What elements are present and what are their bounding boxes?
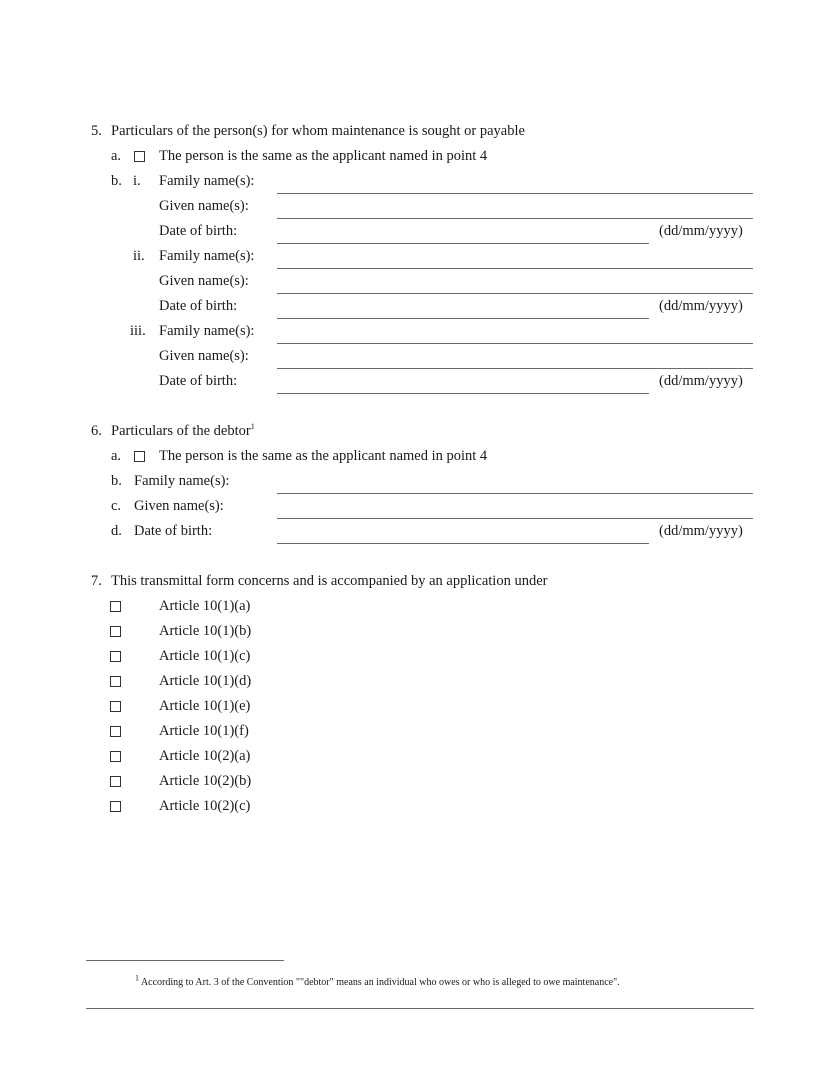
article-option-checkbox[interactable] bbox=[110, 651, 121, 662]
debtor-family-label: Family name(s): bbox=[134, 473, 230, 489]
article-option-checkbox[interactable] bbox=[110, 626, 121, 637]
article-option-checkbox[interactable] bbox=[110, 601, 121, 612]
same-as-applicant-checkbox-6[interactable] bbox=[134, 451, 145, 462]
person-3-dob-label: Date of birth: bbox=[159, 373, 238, 389]
person-3-given-field[interactable] bbox=[277, 368, 753, 369]
person-3-dob-field[interactable] bbox=[277, 393, 649, 394]
person-1-dob-label: Date of birth: bbox=[159, 223, 238, 239]
same-as-applicant-checkbox-5[interactable] bbox=[134, 151, 145, 162]
article-option-checkbox[interactable] bbox=[110, 726, 121, 737]
page-footer-rule bbox=[86, 1008, 754, 1009]
person-1-dob-field[interactable] bbox=[277, 243, 649, 244]
article-option-checkbox[interactable] bbox=[110, 801, 121, 812]
section-5a-marker: a. bbox=[111, 148, 122, 164]
footnote-text: According to Art. 3 of the Convention ""debtor" means an individual who owes or who is alleged to owe maintenance". bbox=[140, 977, 620, 988]
section-5b-marker: b. bbox=[111, 173, 122, 189]
article-option-label: Article 10(1)(f) bbox=[159, 723, 249, 739]
person-1-family-label: Family name(s): bbox=[159, 173, 255, 189]
section-6-title bbox=[111, 422, 255, 440]
section-6b-marker: b. bbox=[111, 473, 122, 489]
person-2-dob-format: (dd/mm/yyyy) bbox=[659, 298, 743, 314]
article-option-label: Article 10(1)(a) bbox=[159, 598, 251, 614]
article-option-label: Article 10(2)(a) bbox=[159, 748, 251, 764]
person-1-given-field[interactable] bbox=[277, 218, 753, 219]
person-2-family-field[interactable] bbox=[277, 268, 753, 269]
footnote-number: 1 bbox=[135, 973, 139, 983]
person-1-family-field[interactable] bbox=[277, 193, 753, 194]
article-option-checkbox[interactable] bbox=[110, 676, 121, 687]
footnote-ref[interactable]: 1 bbox=[250, 422, 255, 432]
section-6a-marker: a. bbox=[111, 448, 122, 464]
section-6d-marker: d. bbox=[111, 523, 122, 539]
person-1-marker: i. bbox=[133, 173, 141, 189]
debtor-dob-label: Date of birth: bbox=[134, 523, 213, 539]
footnote bbox=[135, 974, 620, 992]
person-2-dob-field[interactable] bbox=[277, 318, 649, 319]
debtor-family-field[interactable] bbox=[277, 493, 753, 494]
person-3-marker: iii. bbox=[130, 323, 146, 339]
footnote-separator bbox=[86, 960, 284, 961]
section-7-title: This transmittal form concerns and is accompanied by an application under bbox=[111, 573, 548, 589]
section-5-title: Particulars of the person(s) for whom maintenance is sought or payable bbox=[111, 123, 525, 139]
debtor-given-field[interactable] bbox=[277, 518, 753, 519]
article-option-checkbox[interactable] bbox=[110, 701, 121, 712]
section-6-title-text: Particulars of the debtor bbox=[111, 423, 251, 439]
article-option-checkbox[interactable] bbox=[110, 776, 121, 787]
section-6c-marker: c. bbox=[111, 498, 122, 514]
article-option-label: Article 10(2)(b) bbox=[159, 773, 252, 789]
article-option-label: Article 10(1)(d) bbox=[159, 673, 252, 689]
section-6-number: 6. bbox=[91, 423, 102, 439]
person-2-family-label: Family name(s): bbox=[159, 248, 255, 264]
section-7-number: 7. bbox=[91, 573, 102, 589]
debtor-given-label: Given name(s): bbox=[134, 498, 224, 514]
person-3-family-label: Family name(s): bbox=[159, 323, 255, 339]
article-option-label: Article 10(2)(c) bbox=[159, 798, 251, 814]
section-5-number: 5. bbox=[91, 123, 102, 139]
debtor-dob-format: (dd/mm/yyyy) bbox=[659, 523, 743, 539]
person-1-given-label: Given name(s): bbox=[159, 198, 249, 214]
person-1-dob-format: (dd/mm/yyyy) bbox=[659, 223, 743, 239]
person-2-marker: ii. bbox=[133, 248, 145, 264]
debtor-dob-field[interactable] bbox=[277, 543, 649, 544]
article-option-checkbox[interactable] bbox=[110, 751, 121, 762]
person-3-given-label: Given name(s): bbox=[159, 348, 249, 364]
person-2-given-field[interactable] bbox=[277, 293, 753, 294]
section-5a-label: The person is the same as the applicant named in point 4 bbox=[159, 148, 488, 164]
section-6a-label: The person is the same as the applicant named in point 4 bbox=[159, 448, 488, 464]
article-option-label: Article 10(1)(c) bbox=[159, 648, 251, 664]
person-3-dob-format: (dd/mm/yyyy) bbox=[659, 373, 743, 389]
person-3-family-field[interactable] bbox=[277, 343, 753, 344]
article-option-label: Article 10(1)(e) bbox=[159, 698, 251, 714]
person-2-dob-label: Date of birth: bbox=[159, 298, 238, 314]
article-option-label: Article 10(1)(b) bbox=[159, 623, 252, 639]
person-2-given-label: Given name(s): bbox=[159, 273, 249, 289]
